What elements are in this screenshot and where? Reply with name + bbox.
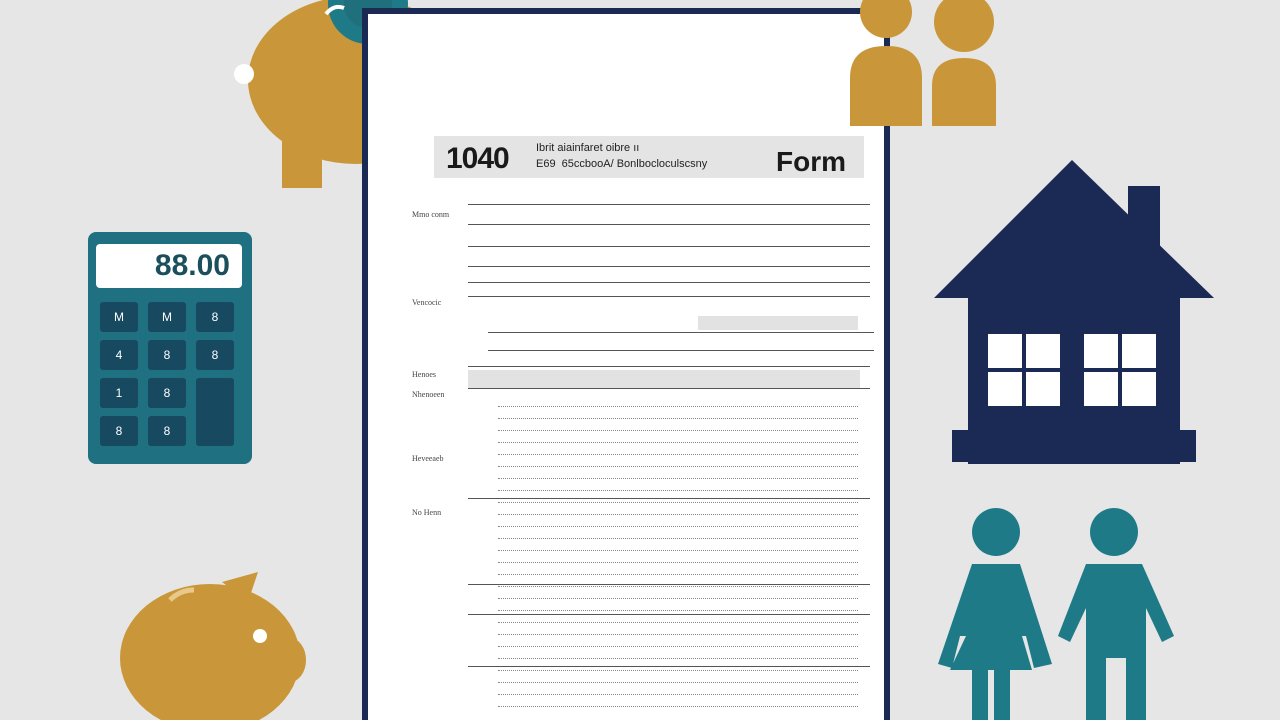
form-rule: [468, 266, 870, 267]
form-rule: [468, 204, 870, 205]
form-rule: [468, 224, 870, 225]
house-icon: [932, 158, 1216, 466]
calculator-key[interactable]: M: [148, 302, 186, 332]
form-title: Form: [776, 146, 846, 177]
people-icon: [938, 508, 1178, 720]
form-text-line: [498, 478, 858, 479]
form-rule: [468, 666, 870, 667]
section-label: Henoes: [412, 370, 436, 379]
calculator-key[interactable]: 8: [196, 340, 234, 370]
section-label: Vencocic: [412, 298, 442, 307]
form-text-line: [498, 574, 858, 575]
form-text-line: [498, 682, 858, 683]
form-rule: [468, 246, 870, 247]
form-text-line: [498, 634, 858, 635]
form-text-line: [498, 466, 858, 467]
form-text-line: [498, 610, 858, 611]
section-label: Nhenoeen: [412, 390, 445, 399]
calculator-key-large[interactable]: [196, 378, 234, 446]
form-text-line: [498, 562, 858, 563]
form-text-line: [498, 550, 858, 551]
form-shaded-field: [698, 316, 858, 330]
form-rule: [468, 296, 870, 297]
form-text-line: [498, 646, 858, 647]
family-icon: [848, 0, 1002, 128]
form-text-line: [498, 658, 858, 659]
form-rule: [468, 498, 870, 499]
calculator-key[interactable]: 4: [100, 340, 138, 370]
form-text-line: [498, 514, 858, 515]
form-rule: [488, 332, 874, 333]
form-text-line: [498, 442, 858, 443]
form-subtitle: Ibrit aiainfaret oibre ıı E69 65ccbooA/ Bonlbocloculscsny: [536, 142, 708, 170]
form-text-line: [498, 538, 858, 539]
calculator-key[interactable]: M: [100, 302, 138, 332]
form-rule: [468, 614, 870, 615]
form-rule: [468, 388, 870, 389]
calculator-key[interactable]: 8: [148, 416, 186, 446]
calculator-display: 88.00: [96, 244, 242, 288]
form-rule: [488, 350, 874, 351]
section-label: No Henn: [412, 508, 442, 517]
form-text-line: [498, 430, 858, 431]
form-text-line: [498, 706, 858, 707]
form-rule: [468, 282, 870, 283]
calculator: [88, 232, 252, 464]
form-text-line: [498, 406, 858, 407]
form-rule: [468, 584, 870, 585]
section-label: Mmo conm: [412, 210, 450, 219]
calculator-key[interactable]: 8: [196, 302, 234, 332]
form-text-line: [498, 586, 858, 587]
form-text-line: [498, 622, 858, 623]
form-shaded-field: [468, 370, 860, 388]
section-label: Heveeaeb: [412, 454, 444, 463]
calculator-key[interactable]: 8: [148, 378, 186, 408]
form-text-line: [498, 502, 858, 503]
form-rule: [468, 366, 870, 367]
form-text-line: [498, 526, 858, 527]
form-number: 1040: [446, 142, 509, 175]
form-text-line: [498, 694, 858, 695]
calculator-key[interactable]: 1: [100, 378, 138, 408]
form-text-line: [498, 670, 858, 671]
calculator-key[interactable]: 8: [100, 416, 138, 446]
tax-form-document: [362, 8, 890, 720]
form-text-line: [498, 490, 858, 491]
form-text-line: [498, 418, 858, 419]
form-text-line: [498, 598, 858, 599]
form-text-line: [498, 454, 858, 455]
calculator-key[interactable]: 8: [148, 340, 186, 370]
small-piggy-bank-icon: [118, 572, 308, 720]
